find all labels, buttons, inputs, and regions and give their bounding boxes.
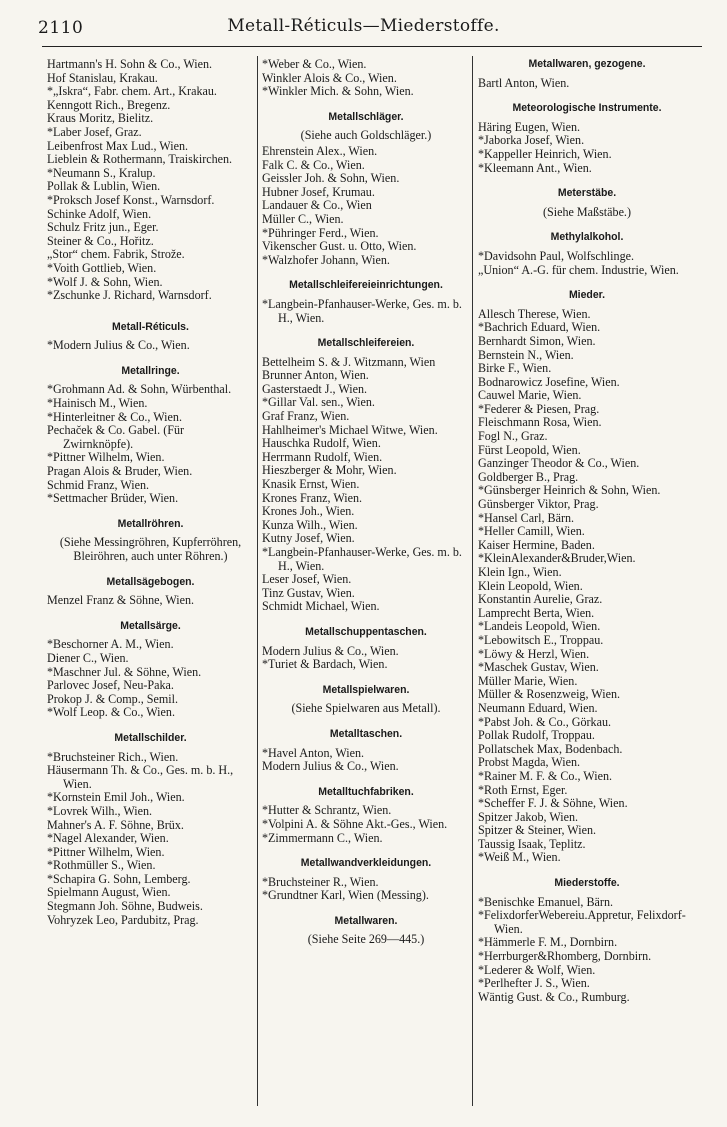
directory-entry: Hieszberger & Mohr, Wien. xyxy=(262,463,397,478)
directory-entry: Graf Franz, Wien. xyxy=(262,409,350,424)
directory-entry: Modern Julius & Co., Wien. xyxy=(262,759,399,774)
column-3 xyxy=(478,58,696,1004)
directory-entry: *Grundtner Karl, Wien (Messing). xyxy=(262,888,429,903)
directory-entry: Steiner & Co., Hořitz. xyxy=(47,233,154,248)
directory-entry: Schinke Adolf, Wien. xyxy=(47,206,152,221)
directory-entry: *Pittner Wilhelm, Wien. xyxy=(47,844,165,859)
directory-entry: Parlovec Josef, Neu-Paka. xyxy=(47,678,174,693)
cross-reference-note: (Siehe Spielwaren aus Metall). xyxy=(291,701,441,716)
directory-entry: *Zschunke J. Richard, Warnsdorf. xyxy=(47,288,212,303)
cross-reference-note: (Siehe Seite 269—445.) xyxy=(307,932,425,947)
directory-entry: Neumann Eduard, Wien. xyxy=(478,700,598,715)
directory-entry: *Federer & Piesen, Prag. xyxy=(478,401,600,416)
column-divider xyxy=(472,56,473,1106)
directory-entry: *Hinterleitner & Co., Wien. xyxy=(47,409,182,424)
directory-entry: Spielmann August, Wien. xyxy=(47,885,171,900)
directory-entry: Kraus Moritz, Bielitz. xyxy=(47,111,154,126)
directory-entry: *Gillar Val. sen., Wien. xyxy=(262,395,375,410)
directory-entry: *Wolf J. & Sohn, Wien. xyxy=(47,274,163,289)
directory-entry: Fleischmann Rosa, Wien. xyxy=(478,415,602,430)
directory-entry: Pollak & Lublin, Wien. xyxy=(47,179,161,194)
directory-entry: Spitzer & Steiner, Wien. xyxy=(478,823,597,838)
directory-entry: Lieblein & Rothermann, Traiskirchen. xyxy=(47,152,233,167)
directory-entry: *Beschorner A. M., Wien. xyxy=(47,637,174,652)
directory-entry: Fürst Leopold, Wien. xyxy=(478,442,581,457)
directory-entry: *Winkler Mich. & Sohn, Wien. xyxy=(262,84,414,99)
directory-entry: *Maschner Jul. & Söhne, Wien. xyxy=(47,664,202,679)
directory-entry: Krones Joh., Wien. xyxy=(262,504,355,519)
directory-entry: Bodnarowicz Josefine, Wien. xyxy=(478,374,620,389)
directory-entry: *Benischke Emanuel, Bärn. xyxy=(478,894,614,909)
directory-entry: *Settmacher Brüder, Wien. xyxy=(47,491,179,506)
directory-entry: *Hutter & Schrantz, Wien. xyxy=(262,803,392,818)
directory-entry: Hartmann's H. Sohn & Co., Wien. xyxy=(47,57,213,71)
directory-entry: Schmid Franz, Wien. xyxy=(47,477,150,492)
directory-entry: Herrmann Rudolf, Wien. xyxy=(262,449,383,464)
directory-entry: *Landeis Leopold, Wien. xyxy=(478,619,601,634)
directory-entry: Spitzer Jakob, Wien. xyxy=(478,809,579,824)
spacer xyxy=(47,303,254,309)
section-heading: Metallwandverkleidungen. xyxy=(300,857,432,870)
header-rule xyxy=(42,46,702,47)
directory-entry: Modern Julius & Co., Wien. xyxy=(262,643,399,658)
page-title: Metall-Réticuls—Miederstoffe. xyxy=(227,16,500,36)
directory-entry: Häusermann Th. & Co., Ges. m. b. H., Wien. xyxy=(47,763,234,791)
directory-entry: Vohryzek Leo, Pardubitz, Prag. xyxy=(47,912,199,927)
directory-entry: Hahlheimer's Michael Witwe, Wien. xyxy=(262,422,438,437)
directory-entry: *Turiet & Bardach, Wien. xyxy=(262,657,388,672)
directory-entry: Müller C., Wien. xyxy=(262,211,344,226)
directory-entry: Winkler Alois & Co., Wien. xyxy=(262,70,397,85)
directory-entry: *Lederer & Wolf, Wien. xyxy=(478,962,596,977)
directory-entry: Goldberger B., Prag. xyxy=(478,469,579,484)
directory-entry: Häring Eugen, Wien. xyxy=(478,119,581,134)
directory-entry: Leser Josef, Wien. xyxy=(262,572,352,587)
directory-entry: *Weber & Co., Wien. xyxy=(262,57,367,71)
directory-entry: Kenngott Rich., Bregenz. xyxy=(47,97,171,112)
section-heading: Metallringe. xyxy=(121,364,180,377)
directory-entry: *Langbein-Pfanhauser-Werke, Ges. m. b. H., Wien. xyxy=(262,296,462,325)
directory-entry: Hauschka Rudolf, Wien. xyxy=(262,436,381,451)
directory-entry: Hof Stanislau, Krakau. xyxy=(47,70,158,85)
directory-entry: *Lebowitsch E., Troppau. xyxy=(478,632,604,647)
section-heading: Metallschilder. xyxy=(114,731,187,744)
directory-entry: *Bruchsteiner R., Wien. xyxy=(262,874,379,889)
directory-entry: Diener C., Wien. xyxy=(47,650,129,665)
directory-entry: *FelixdorferWebereiu.Appretur, Felixdorf-Wien. xyxy=(478,908,686,936)
directory-entry: Brunner Anton, Wien. xyxy=(262,368,369,383)
directory-entry: *Kornstein Emil Joh., Wien. xyxy=(47,790,185,805)
directory-entry: *Kappeller Heinrich, Wien. xyxy=(478,146,612,161)
directory-entry: Ehrenstein Alex., Wien. xyxy=(262,143,378,158)
directory-entry: *Rainer M. F. & Co., Wien. xyxy=(478,768,613,783)
directory-entry: *Pittner Wilhelm, Wien. xyxy=(47,450,165,465)
column-divider xyxy=(257,56,258,1106)
section-heading: Metallwaren. xyxy=(334,914,398,927)
directory-entry: Klein Ign., Wien. xyxy=(478,565,562,579)
column-1 xyxy=(47,58,254,927)
directory-entry: *„Iskra“, Fabr. chem. Art., Krakau. xyxy=(47,84,217,99)
directory-entry: Müller Marie, Wien. xyxy=(478,673,578,688)
directory-entry: *Rothmüller S., Wien. xyxy=(47,858,156,873)
directory-entry: *Proksch Josef Konst., Warnsdorf. xyxy=(47,192,215,207)
directory-entry: Schmidt Michael, Wien. xyxy=(262,599,380,614)
directory-entry: Ganzinger Theodor & Co., Wien. xyxy=(478,456,640,471)
directory-entry: *Weiß M., Wien. xyxy=(478,850,561,865)
directory-entry: *Volpini A. & Söhne Akt.-Ges., Wien. xyxy=(262,816,448,831)
directory-entry: Vikenscher Gust. u. Otto, Wien. xyxy=(262,239,417,254)
directory-entry: *Nagel Alexander, Wien. xyxy=(47,831,169,846)
section-heading: Mieder. xyxy=(568,289,606,302)
section-heading: Metallspielwaren. xyxy=(322,683,410,696)
directory-entry: *Heller Camill, Wien. xyxy=(478,524,585,539)
section-heading: Metallsägebogen. xyxy=(106,575,195,588)
directory-entry: *Maschek Gustav, Wien. xyxy=(478,660,599,675)
section-heading: Metallsärge. xyxy=(120,619,181,632)
directory-entry: Prokop J. & Comp., Semil. xyxy=(47,691,179,706)
directory-entry: *Davidsohn Paul, Wolfschlinge. xyxy=(478,248,635,263)
directory-entry: *Wolf Leop. & Co., Wien. xyxy=(47,705,175,720)
directory-entry: Birke F., Wien. xyxy=(478,361,552,376)
directory-entry: Pragan Alois & Bruder, Wien. xyxy=(47,464,193,479)
directory-entry: *Roth Ernst, Eger. xyxy=(478,782,568,797)
cross-reference-note: (Siehe auch Goldschläger.) xyxy=(300,128,432,143)
directory-entry: Wäntig Gust. & Co., Rumburg. xyxy=(478,989,630,1004)
directory-entry: Konstantin Aurelie, Graz. xyxy=(478,592,603,607)
directory-entry: *Grohmann Ad. & Sohn, Würbenthal. xyxy=(47,382,232,397)
directory-entry: Cauwel Marie, Wien. xyxy=(478,388,582,403)
section-heading: Meterstäbe. xyxy=(557,187,617,200)
directory-entry: *Herrburger&Rhomberg, Dornbirn. xyxy=(478,949,652,964)
directory-entry: *Zimmermann C., Wien. xyxy=(262,830,383,845)
directory-entry: Müller & Rosenzweig, Wien. xyxy=(478,687,621,702)
directory-entry: Pollak Rudolf, Troppau. xyxy=(478,728,595,743)
section-heading: Metalltaschen. xyxy=(329,727,403,740)
directory-entry: *Langbein-Pfanhauser-Werke, Ges. m. b. H., Wien. xyxy=(262,545,462,573)
directory-entry: Pechaček & Co. Gabel. (Für Zwirnknöpfe). xyxy=(47,423,185,451)
directory-entry: *Walzhofer Johann, Wien. xyxy=(262,252,390,267)
cross-reference-note: (Siehe Maßstäbe.) xyxy=(543,204,631,219)
directory-entry: Klein Leopold, Wien. xyxy=(478,578,583,593)
section-heading: Metallröhren. xyxy=(117,517,184,530)
directory-entry: Geissler Joh. & Sohn, Wien. xyxy=(262,171,400,186)
directory-entry: *KleinAlexander&Bruder,Wien. xyxy=(478,551,636,566)
section-heading: Metallschleifereieinrichtungen. xyxy=(289,279,443,292)
directory-entry: Knasik Ernst, Wien. xyxy=(262,477,360,492)
cross-reference-note: (Siehe Messingröhren, Kupferröhren, Bleiröhren, auch unter Röhren.) xyxy=(59,535,242,563)
section-heading: Metallschleifereien. xyxy=(317,337,415,350)
directory-entry: Hubner Josef, Krumau. xyxy=(262,184,375,199)
section-heading: Methylalkohol. xyxy=(550,231,624,244)
directory-entry: *Hainisch M., Wien. xyxy=(47,396,148,411)
section-heading: Meteorologische Instrumente. xyxy=(512,102,662,115)
directory-entry: *Pabst Joh. & Co., Görkau. xyxy=(478,714,612,729)
directory-entry: *Perlhefter J. S., Wien. xyxy=(478,976,590,991)
directory-entry: *Bruchsteiner Rich., Wien. xyxy=(47,749,179,764)
directory-entry: Bernstein N., Wien. xyxy=(478,347,574,362)
directory-entry: Kaiser Hermine, Baden. xyxy=(478,537,595,552)
directory-entry: Tinz Gustav, Wien. xyxy=(262,585,355,600)
column-2 xyxy=(262,58,470,949)
section-heading: Metallschuppentaschen. xyxy=(305,625,427,638)
page-number: 2110 xyxy=(38,18,84,38)
directory-entry: Pollatschek Max, Bodenbach. xyxy=(478,741,623,756)
directory-entry: *Voith Gottlieb, Wien. xyxy=(47,260,157,275)
directory-entry: *Hämmerle F. M., Dornbirn. xyxy=(478,935,618,950)
section-heading: Metall-Réticuls. xyxy=(112,320,189,333)
directory-entry: *Laber Josef, Graz. xyxy=(47,124,142,139)
directory-entry: Lamprecht Berta, Wien. xyxy=(478,605,595,620)
directory-entry: *Löwy & Herzl, Wien. xyxy=(478,646,590,661)
directory-entry: *Bachrich Eduard, Wien. xyxy=(478,320,601,335)
directory-entry: *Scheffer F. J. & Söhne, Wien. xyxy=(478,796,628,811)
directory-entry: *Havel Anton, Wien. xyxy=(262,745,365,760)
directory-entry: Allesch Therese, Wien. xyxy=(478,306,591,321)
directory-entry: Kunza Wilh., Wien. xyxy=(262,517,358,532)
directory-entry: *Modern Julius & Co., Wien. xyxy=(47,338,190,353)
section-heading: Metallschläger. xyxy=(328,110,404,123)
directory-entry: Fogl N., Graz. xyxy=(478,429,548,444)
directory-entry: Bartl Anton, Wien. xyxy=(478,75,570,90)
directory-entry: *Lovrek Wilh., Wien. xyxy=(47,803,153,818)
directory-entry: Landauer & Co., Wien xyxy=(262,198,372,213)
directory-entry: *Neumann S., Kralup. xyxy=(47,165,156,180)
directory-entry: „Union“ A.-G. für chem. Industrie, Wien. xyxy=(478,262,679,277)
directory-entry: Leibenfrost Max Lud., Wien. xyxy=(47,138,189,153)
directory-entry: Kutny Josef, Wien. xyxy=(262,531,355,546)
directory-entry: *Hansel Carl, Bärn. xyxy=(478,510,575,525)
directory-entry: Mahner's A. F. Söhne, Brüx. xyxy=(47,817,184,832)
directory-entry: Bernhardt Simon, Wien. xyxy=(478,333,596,348)
directory-entry: *Kleemann Ant., Wien. xyxy=(478,160,592,175)
directory-entry: Günsberger Viktor, Prag. xyxy=(478,497,599,512)
directory-entry: *Jaborka Josef, Wien. xyxy=(478,133,585,148)
directory-entry: *Pühringer Ferd., Wien. xyxy=(262,225,379,240)
directory-entry: Taussig Isaak, Teplitz. xyxy=(478,836,586,851)
directory-entry: Bettelheim S. & J. Witzmann, Wien xyxy=(262,354,436,369)
directory-entry: *Günsberger Heinrich & Sohn, Wien. xyxy=(478,483,661,498)
directory-entry: *Schapira G. Sohn, Lemberg. xyxy=(47,871,191,886)
directory-entry: Menzel Franz & Söhne, Wien. xyxy=(47,593,195,608)
directory-entry: Stegmann Joh. Söhne, Budweis. xyxy=(47,899,203,914)
section-heading: Metalltuchfabriken. xyxy=(318,785,414,798)
directory-entry: Falk C. & Co., Wien. xyxy=(262,157,365,172)
section-heading: Metallwaren, gezogene. xyxy=(528,58,646,70)
directory-entry: „Stor“ chem. Fabrik, Strože. xyxy=(47,247,185,262)
section-heading: Miederstoffe. xyxy=(554,877,620,890)
directory-entry: Krones Franz, Wien. xyxy=(262,490,363,505)
directory-entry: Probst Magda, Wien. xyxy=(478,755,581,770)
directory-entry: Gasterstaedt J., Wien. xyxy=(262,381,368,396)
directory-entry: Schulz Fritz jun., Eger. xyxy=(47,220,159,235)
